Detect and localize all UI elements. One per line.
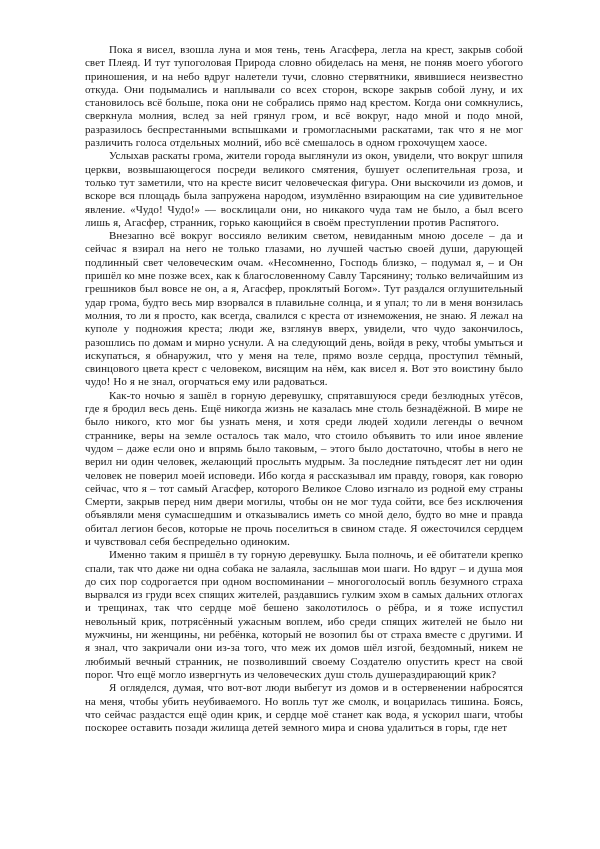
paragraph-1: Пока я висел, взошла луна и моя тень, тень Агасфера, легла на крест, закрыв собой свет Плеяд. И тут тупоголовая Природа словно обиделась на меня, не поняв моего убогого приношения, и на небо вдруг налетели тучи, словно стервятники, явившиеся неизвестно откуда. Они подымались и наплывали со всех сторон, вскоре закрыв собой луну, и их становилось всё больше, пока они не собрались прямо над крестом. Когда они сомкнулись, сверкнула молния, вслед за ней грянул гром, и всё вокруг, надо мной и подо мной, разразилось беспрестанными вспышками и громогласными раскатами, так что я не мог различить голоса отдельных молний, ибо всё смешалось в одном грохочущем хаосе. <box>85 44 523 150</box>
paragraph-3: Внезапно всё вокруг воссияло великим светом, невиданным мною доселе – да и сейчас я взирал на него не только глазами, но лучшей частью своей души, дарующей подлинный свет человеческим очам. «Несомненно, Господь близко, – подумал я, – и Он пришёл ко мне позже всех, как к благословенному Савлу Тарсянину; только величайшим из грешников был вовсе не он, а я, Агасфер, проклятый Богом». Тут раздался оглушительный удар грома, будто весь мир взорвался в плавильне солнца, и я упал; то ли в меня вонзилась молния, то ли я просто, как всегда, свалился с креста от изнеможения, не знаю. Я лежал на куполе у подножия креста; люди же, взглянув вверх, увидели, что чудо закончилось, разошлись по домам и мирно уснули. А на следующий день, войдя в реку, чтобы умыться и искупаться, я обнаружил, что у меня на теле, прямо возле сердца, проступил тёмный, свинцового цвета крест с человеком, висящим на нём, как висел я. Вот это воистину было чудо! Но я не знал, огорчаться ему или радоваться. <box>85 230 523 389</box>
paragraph-2: Услыхав раскаты грома, жители города выглянули из окон, увидели, что вокруг шпиля церкви, возвышающегося посреди великого смятения, бушует ослепительная гроза, и только тут заметили, что на кресте висит человеческая фигура. Они выскочили из домов, и вскоре вся площадь была запружена народом, изумлённо взирающим на сие удивительное явление. «Чудо! Чудо!» — восклицали они, но никакого чуда там не было, а был всего лишь я, Агасфер, странник, горько кающийся в своём преступлении против Распятого. <box>85 150 523 229</box>
paragraph-5: Именно таким я пришёл в ту горную деревушку. Была полночь, и её обитатели крепко спали, так что даже ни одна собака не залаяла, заслышав мои шаги. Но вдруг – и душа моя до сих пор содрогается при одном воспоминании – многоголосый вопль безумного страха вырвался из груди всех спящих жителей, раздавшись гулким эхом в самых дальних отлогах и трещинах, так что сердце моё бешено заколотилось о рёбра, и я тоже испустил невольный крик, потрясённый ужасным воплем, ибо среди спящих жителей не было ни мужчины, ни женщины, ни ребёнка, который не возопил бы от страха вместе с другими. И я знал, что закричали они из-за того, что меж их домов шёл изгой, бездомный, никем не любимый вечный странник, не позволивший своему Создателю опустить крест на свой порог. Что ещё могло извергнуть из человеческих душ столь душераздирающий крик? <box>85 549 523 681</box>
paragraph-4: Как-то ночью я зашёл в горную деревушку, спрятавшуюся среди безлюдных утёсов, где я бродил весь день. Ещё никогда жизнь не казалась мне столь безнадёжной. В мире не было никого, кто мог бы узнать меня, и хотя среди людей ходили легенды о вечном страннике, веры на земле осталось так мало, что стоило объявить то или иное явление чудом – даже если оно и впрямь было таковым, – этого было достаточно, чтобы в него не верил ни один человек, желающий прослыть мудрым. За последние пятьдесят лет ни один человек не поверил моей исповеди. Ибо когда я рассказывал им правду, говоря, как говорю сейчас, что я – тот самый Агасфер, которого Великое Слово изгнало из родной ему страны Смерти, закрыв перед ним двери могилы, чтобы он не мог туда сойти, все без исключения объявляли меня сумасшедшим и отказывались иметь со мной дело, будто во мне и правда обитал легион бесов, которые не прочь поселиться в свином стаде. Я ожесточился сердцем и чувствовал себя беспредельно одиноким. <box>85 389 523 548</box>
paragraph-6: Я огляделся, думая, что вот-вот люди выбегут из домов и в остервенении набросятся на меня, чтобы убить неубиваемого. Но вопль тут же смолк, и воцарилась тишина. Боясь, что сейчас раздастся ещё один крик, и сердце моё станет как вода, я ускорил шаги, чтобы поскорее оставить позади жилища детей земного мира и снова удалиться в горы, где нет <box>85 682 523 735</box>
text-column <box>85 44 523 735</box>
